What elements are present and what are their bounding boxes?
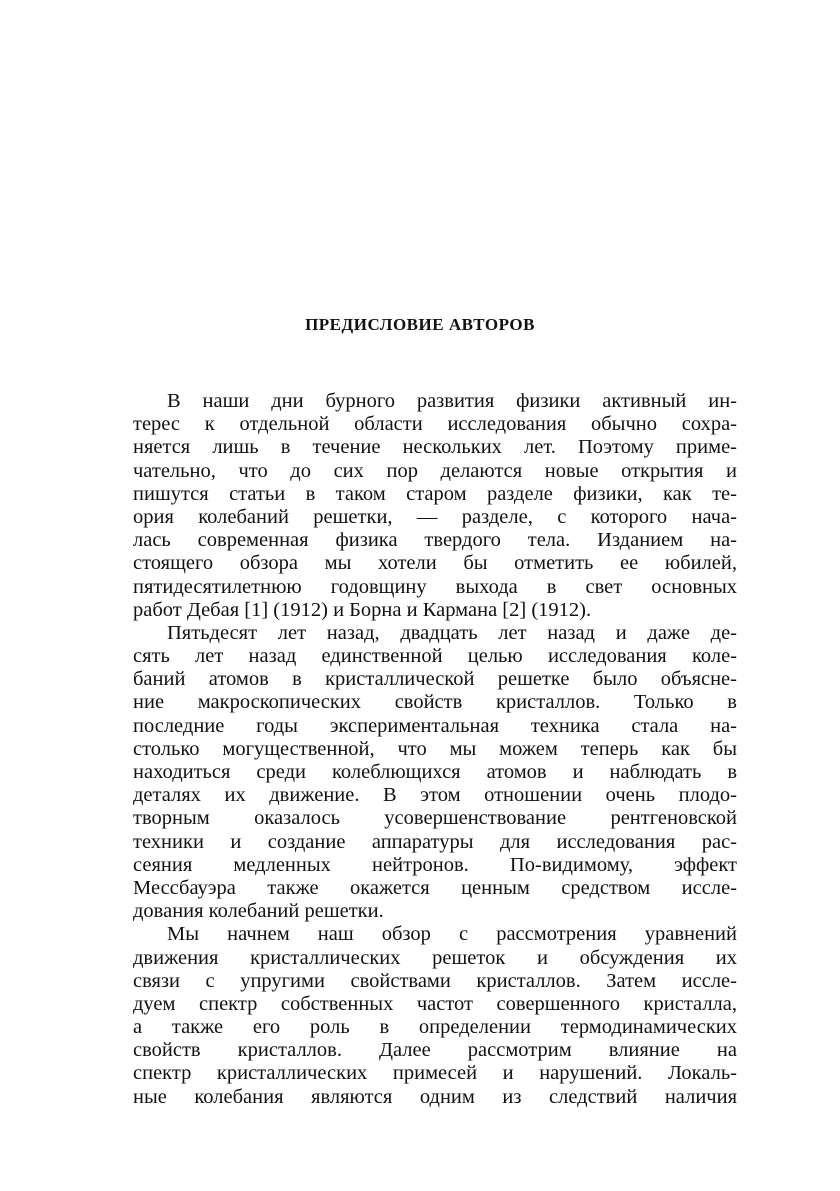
text-line: баний атомов в кристаллической решетке было объясне- [133, 668, 737, 691]
text-line: деталях их движение. В этом отношении очень плодо- [133, 784, 737, 807]
text-line: творным оказалось усовершенствование рентгеновской [133, 807, 737, 830]
text-line: ория колебаний решетки, — разделе, с которого нача- [133, 505, 737, 528]
text-line: движения кристаллических решеток и обсуждения их [133, 946, 737, 969]
text-line: связи с упругими свойствами кристаллов. Затем иссле- [133, 969, 737, 992]
page-heading: ПРЕДИСЛОВИЕ АВТОРОВ [305, 315, 535, 334]
text-line: пятидесятилетнюю годовщину выхода в свет основных [133, 575, 737, 598]
text-line: а также его роль в определении термодинамических [133, 1016, 737, 1039]
text-line: ные колебания являются одним из следствий наличия [133, 1085, 737, 1108]
text-line: техники и создание аппаратуры для исследования рас- [133, 830, 737, 853]
text-line: находиться среди колеблющихся атомов и наблюдать в [133, 761, 737, 783]
text-line: терес к отдельной области исследования обычно сохра- [133, 413, 737, 436]
text-line: лась современная физика твердого тела. Изданием на- [133, 529, 737, 552]
text-line: Мессбауэра также окажется ценным средством иссле- [133, 876, 737, 899]
text-line: Пятьдесят лет назад, двадцать лет назад и даже де- [167, 621, 737, 644]
text-line: В наши дни бурного развития физики активный ин- [167, 390, 737, 412]
text-line: дуем спектр собственных частот совершенного кристалла, [133, 992, 737, 1015]
text-line: няется лишь в течение нескольких лет. Поэтому приме- [133, 436, 737, 459]
text-line: ние макроскопических свойств кристаллов. Только в [133, 691, 737, 714]
text-line: дования колебаний решетки. [133, 900, 384, 923]
body-text [133, 390, 737, 1109]
text-line: Мы начнем наш обзор с рассмотрения уравнений [167, 923, 737, 946]
text-line: пишутся статьи в таком старом разделе физики, как те- [133, 482, 737, 505]
text-line: чательно, что до сих пор делаются новые открытия и [133, 459, 737, 482]
text-line: сять лет назад единственной целью исследования коле- [133, 645, 737, 668]
text-line: свойств кристаллов. Далее рассмотрим влияние на [133, 1039, 737, 1062]
text-line: последние годы экспериментальная техника стала на- [133, 714, 737, 737]
text-line: спектр кристаллических примесей и нарушений. Локаль- [133, 1062, 737, 1085]
text-line: сеяния медленных нейтронов. По-видимому, эффект [133, 853, 737, 876]
text-line: стоящего обзора мы хотели бы отметить ее юбилей, [133, 552, 737, 575]
text-line: столько могущественной, что мы можем теперь как бы [133, 737, 737, 760]
text-line: работ Дебая [1] (1912) и Борна и Кармана [2] (1912). [133, 598, 592, 621]
